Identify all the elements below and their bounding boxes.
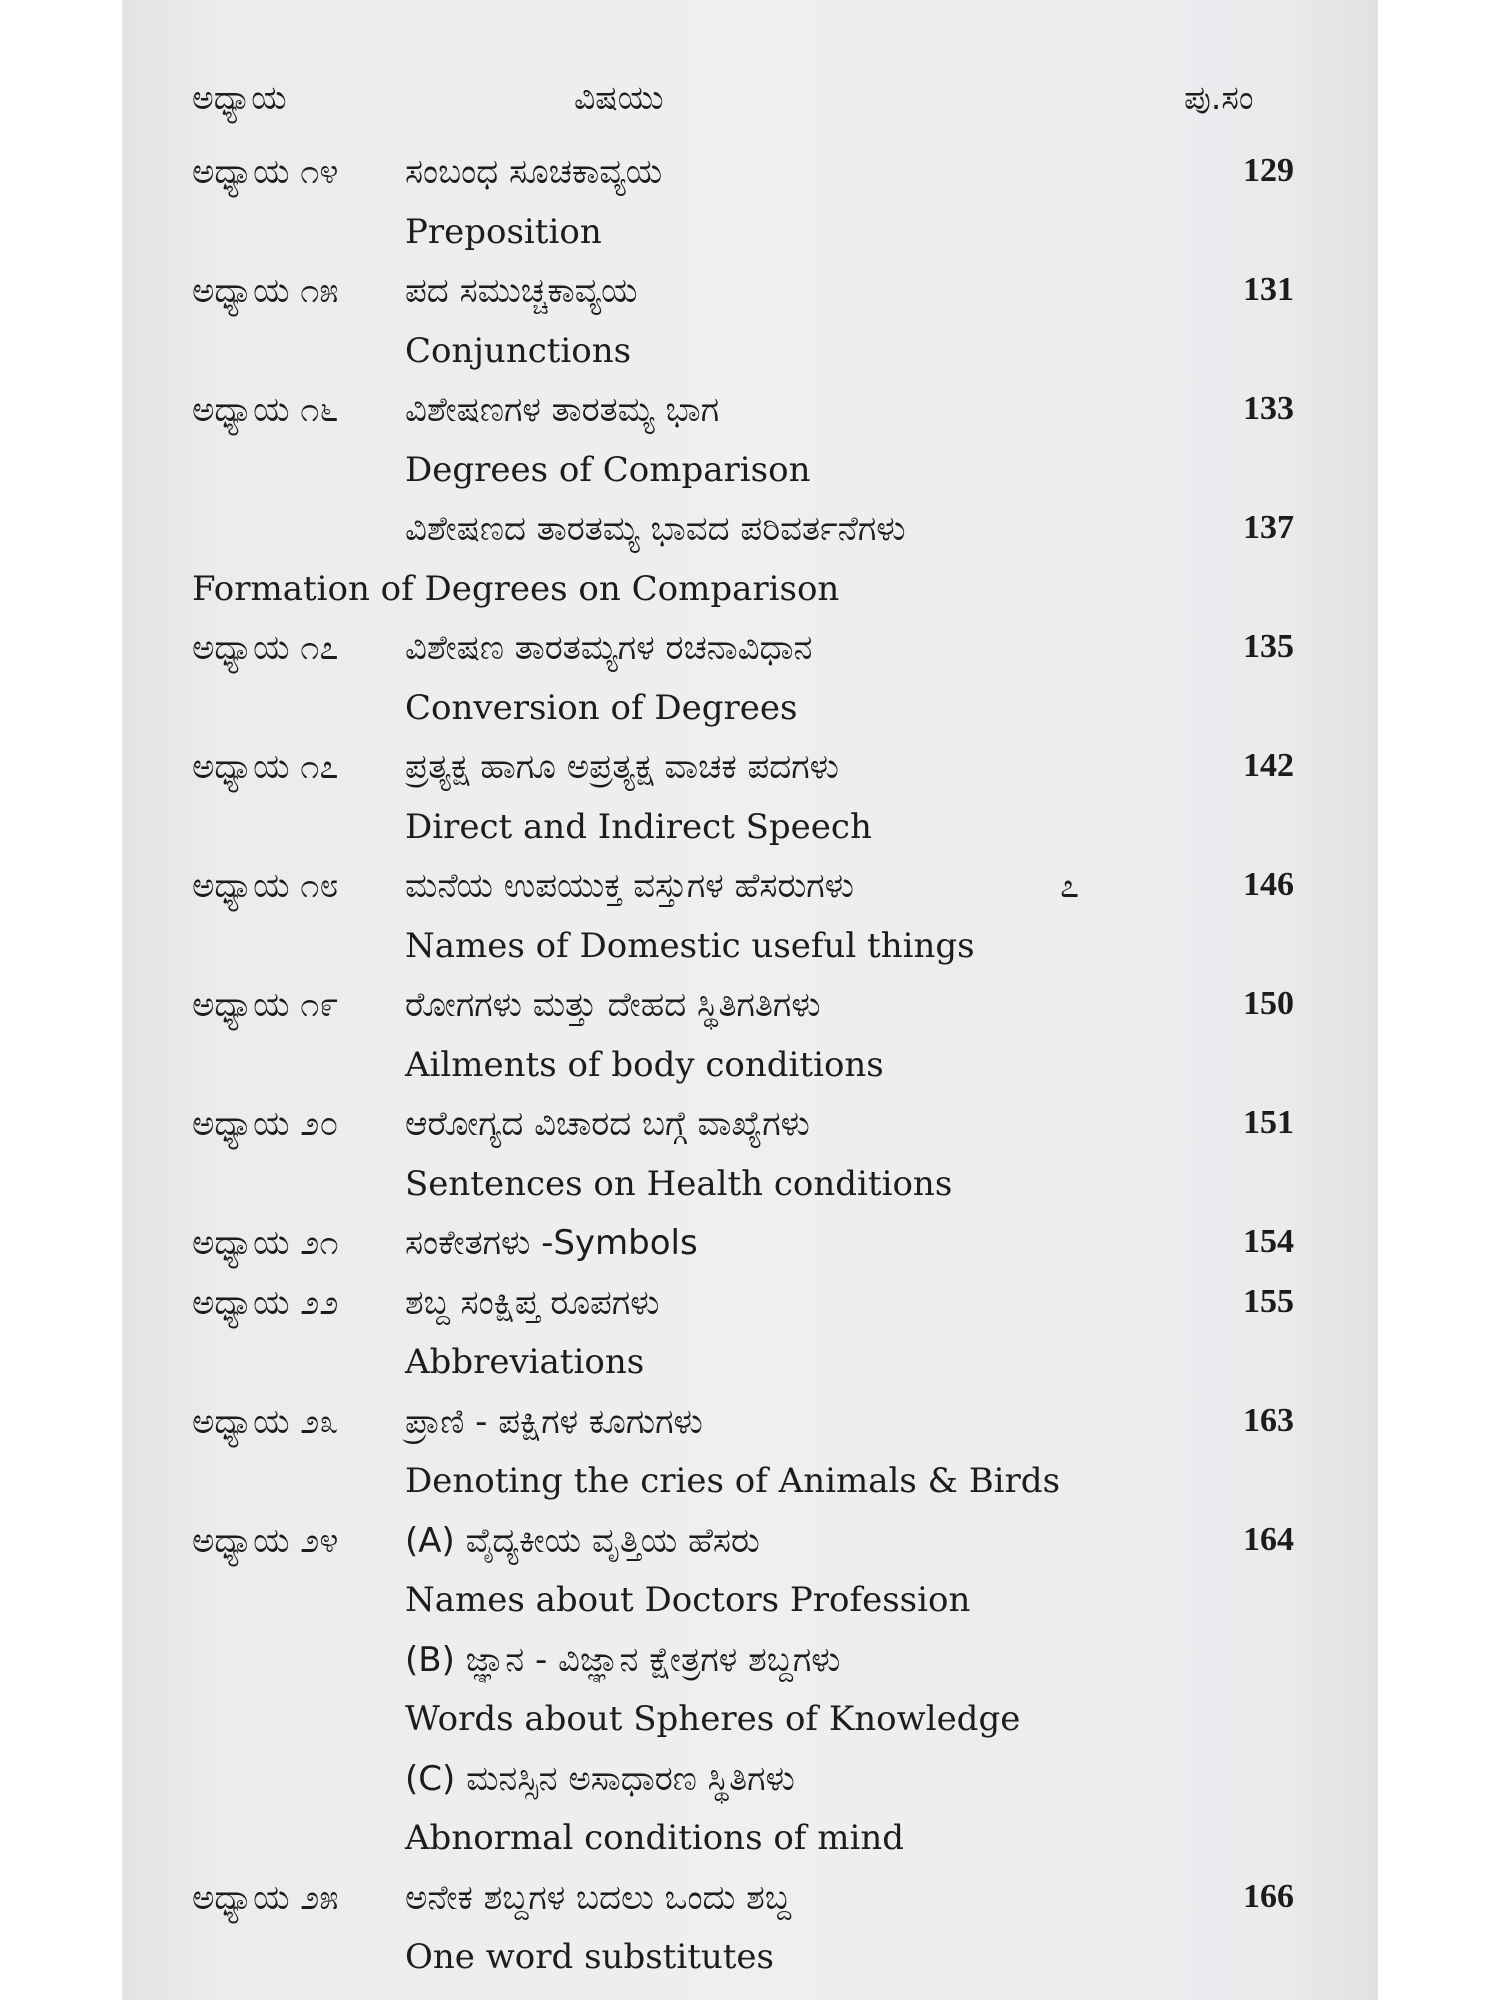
- page-number: 131: [1243, 271, 1294, 308]
- entry-title: Abnormal conditions of mind: [405, 1818, 904, 1858]
- entry-title: ವಿಶೇಷಣ ತಾರತಮ್ಯಗಳ ರಚನಾವಿಧಾನ: [405, 628, 813, 668]
- toc-line: [122, 862, 1378, 922]
- toc-line: [122, 1814, 1378, 1874]
- toc-line: [122, 1755, 1378, 1815]
- book-page: [122, 0, 1378, 2000]
- toc-line: [122, 1338, 1378, 1398]
- header-page-number: ಪು.ಸಂ: [1184, 78, 1254, 117]
- page-number: 146: [1243, 866, 1294, 903]
- toc-line: [122, 1279, 1378, 1339]
- entry-title: One word substitutes: [405, 1937, 774, 1977]
- toc-line: [122, 148, 1378, 208]
- toc-line: [122, 1457, 1378, 1517]
- toc-line: [122, 684, 1378, 744]
- entry-title: (C) ಮನಸ್ಸಿನ ಅಸಾಧಾರಣ ಸ್ಥಿತಿಗಳು: [405, 1758, 795, 1799]
- entry-title: Ailments of body conditions: [405, 1044, 884, 1085]
- chapter-label: ಅಧ್ಯಾಯ ೧೯: [192, 985, 339, 1025]
- toc-line: [122, 446, 1378, 506]
- entry-title: ರೋಗಗಳು ಮತ್ತು ದೇಹದ ಸ್ಥಿತಿಗತಿಗಳು: [405, 985, 821, 1025]
- toc-line: [122, 1398, 1378, 1458]
- toc-line: [122, 1100, 1378, 1160]
- entry-title: ಮನೆಯ ಉಪಯುಕ್ತ ವಸ್ತುಗಳ ಹೆಸರುಗಳು: [405, 866, 854, 906]
- entry-title: Names about Doctors Profession: [405, 1580, 971, 1620]
- header-chapter: ಅಧ್ಯಾಯ: [192, 78, 287, 117]
- entry-title: Conversion of Degrees: [405, 687, 798, 728]
- toc-line: [122, 505, 1378, 565]
- entry-title: Conjunctions: [405, 330, 632, 371]
- entry-title: ಸಂಕೇತಗಳು -Symbols: [405, 1223, 698, 1263]
- entry-title: ವಿಶೇಷಣಗಳ ತಾರತಮ್ಯ ಭಾಗ: [405, 390, 720, 430]
- entry-title: Denoting the cries of Animals & Birds: [405, 1461, 1061, 1501]
- toc-line: [122, 1874, 1378, 1934]
- entry-title: ಪದ ಸಮುಚ್ಚಕಾವ್ಯಯ: [405, 271, 638, 311]
- toc-line: [122, 267, 1378, 327]
- toc-line: [122, 386, 1378, 446]
- page-number: 163: [1243, 1401, 1294, 1439]
- entry-title: Degrees of Comparison: [405, 449, 811, 490]
- toc-line: [122, 1933, 1378, 1993]
- chapter-label: ಅಧ್ಯಾಯ ೧೬: [192, 390, 339, 430]
- page-number: 137: [1243, 509, 1294, 546]
- page-number: 129: [1243, 152, 1294, 189]
- page-number: 154: [1243, 1223, 1294, 1260]
- toc-line: [122, 327, 1378, 387]
- chapter-label: ಅಧ್ಯಾಯ ೨೧: [192, 1223, 339, 1263]
- page-number: 142: [1243, 747, 1294, 784]
- entry-title: Formation of Degrees on Comparison: [192, 568, 840, 609]
- entry-title: Direct and Indirect Speech: [405, 806, 872, 847]
- entry-title: ಆರೋಗ್ಯದ ವಿಚಾರದ ಬಗ್ಗೆ ವಾಖ್ಯೆಗಳು: [405, 1104, 810, 1144]
- toc-line: [122, 1219, 1378, 1279]
- entry-title: ಸಂಬಂಧ ಸೂಚಕಾವ್ಯಯ: [405, 152, 663, 192]
- toc-header: [122, 78, 1378, 134]
- entry-title: ಪ್ರತ್ಯಕ್ಷ ಹಾಗೂ ಅಪ್ರತ್ಯಕ್ಷ ವಾಚಕ ಪದಗಳು: [405, 747, 839, 787]
- toc-line: [122, 1517, 1378, 1577]
- toc-line: [122, 208, 1378, 268]
- entry-title: Abbreviations: [405, 1342, 645, 1382]
- toc-line: [122, 981, 1378, 1041]
- chapter-label: ಅಧ್ಯಾಯ ೧೮: [192, 866, 339, 906]
- chapter-label: ಅಧ್ಯಾಯ ೨೦: [192, 1104, 339, 1144]
- entry-title: ಪ್ರಾಣಿ - ಪಕ್ಷಿಗಳ ಕೂಗುಗಳು: [405, 1401, 703, 1442]
- toc-line: [122, 624, 1378, 684]
- entry-title: Preposition: [405, 211, 602, 252]
- stray-mark: ೭: [1060, 866, 1080, 906]
- entry-title: Sentences on Health conditions: [405, 1163, 953, 1204]
- chapter-label: ಅಧ್ಯಾಯ ೧೫: [192, 271, 339, 311]
- entry-title: ಶಬ್ದ ಸಂಕ್ಷಿಪ್ತ ರೂಪಗಳು: [405, 1282, 660, 1323]
- page-number: 164: [1243, 1520, 1294, 1558]
- entry-title: Names of Domestic useful things: [405, 925, 975, 966]
- toc-line: [122, 1160, 1378, 1220]
- toc-line: [122, 1576, 1378, 1636]
- page-number: 155: [1243, 1282, 1294, 1320]
- page-number: 151: [1243, 1104, 1294, 1141]
- toc-line: [122, 803, 1378, 863]
- chapter-label: ಅಧ್ಯಾಯ ೧೭: [192, 628, 339, 668]
- toc-line: [122, 922, 1378, 982]
- chapter-label: ಅಧ್ಯಾಯ ೨೫: [192, 1877, 339, 1918]
- entry-title: ಅನೇಕ ಶಬ್ದಗಳ ಬದಲು ಒಂದು ಶಬ್ದ: [405, 1877, 791, 1918]
- chapter-label: ಅಧ್ಯಾಯ ೨೨: [192, 1282, 339, 1323]
- toc-line: [122, 1636, 1378, 1696]
- page-number: 135: [1243, 628, 1294, 665]
- chapter-label: ಅಧ್ಯಾಯ ೧೪: [192, 152, 339, 192]
- chapter-label: ಅಧ್ಯಾಯ ೧೭: [192, 747, 339, 787]
- toc-line: [122, 743, 1378, 803]
- chapter-label: ಅಧ್ಯಾಯ ೨೪: [192, 1520, 339, 1561]
- entry-title: ವಿಶೇಷಣದ ತಾರತಮ್ಯ ಭಾವದ ಪರಿವರ್ತನೆಗಳು: [405, 509, 906, 549]
- toc-line: [122, 1695, 1378, 1755]
- page-number: 150: [1243, 985, 1294, 1022]
- page-number: 166: [1243, 1877, 1294, 1915]
- table-of-contents: [122, 148, 1378, 1993]
- chapter-label: ಅಧ್ಯಾಯ ೨೩: [192, 1401, 339, 1442]
- toc-line: [122, 565, 1378, 625]
- page-number: 133: [1243, 390, 1294, 427]
- entry-title: (B) ಜ್ಞಾನ - ವಿಜ್ಞಾನ ಕ್ಷೇತ್ರಗಳ ಶಬ್ದಗಳು: [405, 1639, 841, 1680]
- header-subject: ವಿಷಯು: [574, 78, 664, 117]
- entry-title: Words about Spheres of Knowledge: [405, 1699, 1021, 1739]
- toc-line: [122, 1041, 1378, 1101]
- entry-title: (A) ವೈದ್ಯಕೀಯ ವೃತ್ತಿಯ ಹೆಸರು: [405, 1520, 760, 1561]
